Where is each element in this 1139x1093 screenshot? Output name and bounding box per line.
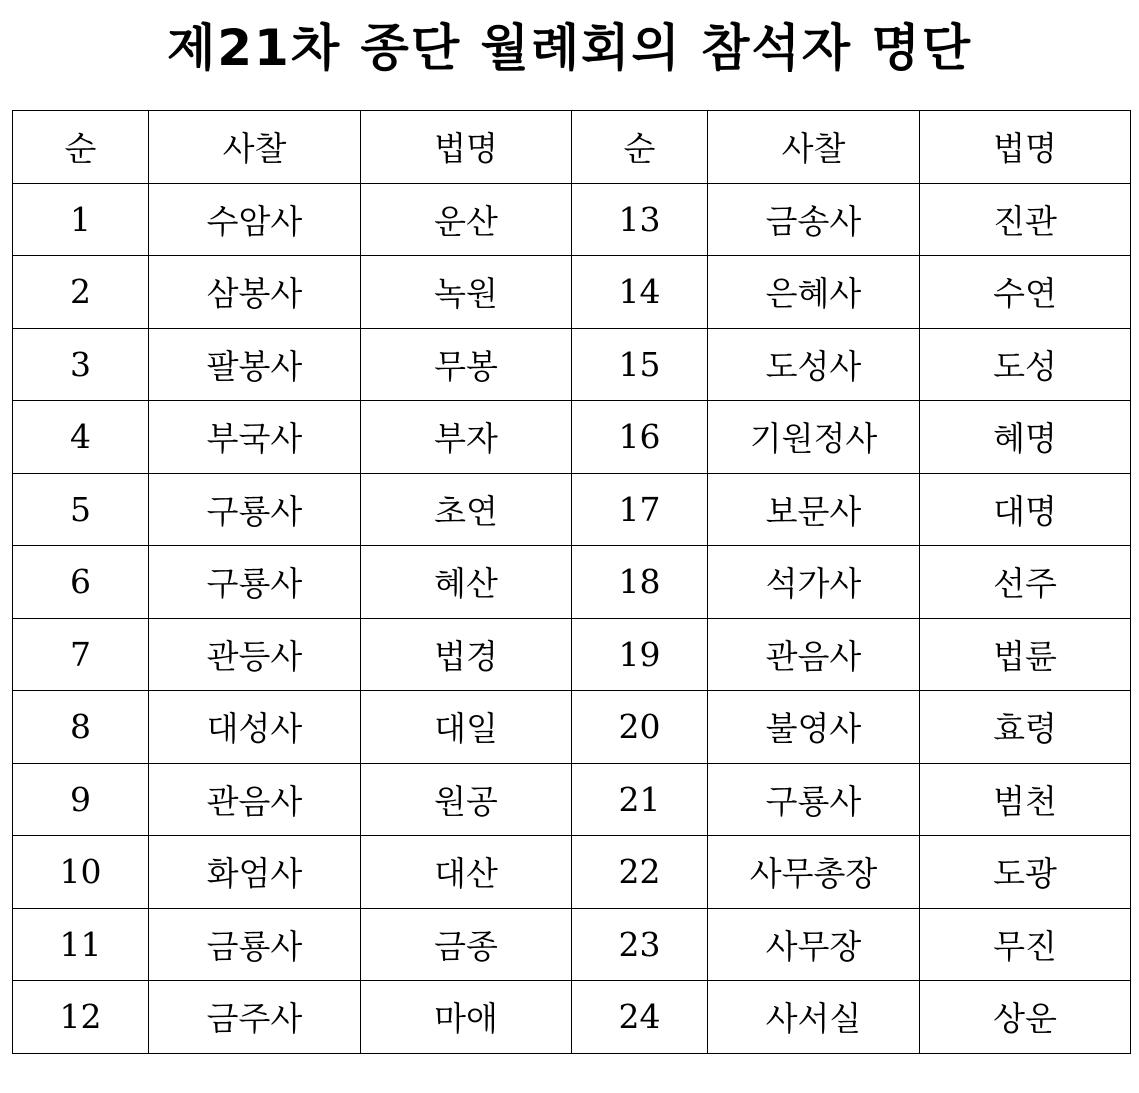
dharma-name-cell: 녹원 [361, 256, 572, 329]
dharma-name-cell: 마애 [361, 981, 572, 1054]
number-cell: 4 [13, 401, 149, 474]
temple-cell: 도성사 [708, 328, 920, 401]
dharma-name-cell: 초연 [361, 473, 572, 546]
temple-cell: 보문사 [708, 473, 920, 546]
number-cell: 17 [572, 473, 708, 546]
temple-cell: 불영사 [708, 691, 920, 764]
dharma-name-cell: 법경 [361, 618, 572, 691]
dharma-name-cell: 원공 [361, 763, 572, 836]
number-cell: 3 [13, 328, 149, 401]
table-row [13, 401, 1131, 474]
table-row [13, 981, 1131, 1054]
dharma-name-cell: 운산 [361, 183, 572, 256]
number-cell: 12 [13, 981, 149, 1054]
page-title: 제21차 종단 월례회의 참석자 명단 [166, 19, 973, 77]
temple-cell: 구룡사 [149, 546, 361, 619]
temple-cell: 삼봉사 [149, 256, 361, 329]
dharma-name-cell: 혜산 [361, 546, 572, 619]
temple-cell: 사무장 [708, 908, 920, 981]
number-cell: 13 [572, 183, 708, 256]
number-cell: 24 [572, 981, 708, 1054]
temple-cell: 구룡사 [708, 763, 920, 836]
number-cell: 2 [13, 256, 149, 329]
temple-cell: 금룡사 [149, 908, 361, 981]
dharma-name-cell: 부자 [361, 401, 572, 474]
table-row [13, 691, 1131, 764]
header-number-left: 순 [13, 111, 149, 184]
temple-cell: 기원정사 [708, 401, 920, 474]
header-temple-left: 사찰 [149, 111, 361, 184]
table-row [13, 618, 1131, 691]
number-cell: 6 [13, 546, 149, 619]
header-number-right: 순 [572, 111, 708, 184]
number-cell: 9 [13, 763, 149, 836]
dharma-name-cell: 금종 [361, 908, 572, 981]
number-cell: 21 [572, 763, 708, 836]
number-cell: 8 [13, 691, 149, 764]
table-row [13, 763, 1131, 836]
dharma-name-cell: 대일 [361, 691, 572, 764]
temple-cell: 수암사 [149, 183, 361, 256]
table-body [13, 183, 1131, 1053]
number-cell: 18 [572, 546, 708, 619]
header-dharma-name-right: 법명 [920, 111, 1131, 184]
temple-cell: 관음사 [708, 618, 920, 691]
temple-cell: 금송사 [708, 183, 920, 256]
dharma-name-cell: 법륜 [920, 618, 1131, 691]
header-dharma-name-left: 법명 [361, 111, 572, 184]
dharma-name-cell: 진관 [920, 183, 1131, 256]
header-temple-right: 사찰 [708, 111, 920, 184]
number-cell: 10 [13, 836, 149, 909]
dharma-name-cell: 무진 [920, 908, 1131, 981]
number-cell: 5 [13, 473, 149, 546]
temple-cell: 대성사 [149, 691, 361, 764]
number-cell: 15 [572, 328, 708, 401]
table-row [13, 908, 1131, 981]
table-row [13, 836, 1131, 909]
table-row [13, 328, 1131, 401]
table-row [13, 473, 1131, 546]
dharma-name-cell: 무봉 [361, 328, 572, 401]
dharma-name-cell: 수연 [920, 256, 1131, 329]
dharma-name-cell: 상운 [920, 981, 1131, 1054]
number-cell: 1 [13, 183, 149, 256]
number-cell: 23 [572, 908, 708, 981]
number-cell: 14 [572, 256, 708, 329]
number-cell: 16 [572, 401, 708, 474]
table-row [13, 546, 1131, 619]
temple-cell: 부국사 [149, 401, 361, 474]
dharma-name-cell: 혜명 [920, 401, 1131, 474]
temple-cell: 화엄사 [149, 836, 361, 909]
temple-cell: 사무총장 [708, 836, 920, 909]
table-header-row [13, 111, 1131, 184]
dharma-name-cell: 범천 [920, 763, 1131, 836]
number-cell: 7 [13, 618, 149, 691]
dharma-name-cell: 대산 [361, 836, 572, 909]
number-cell: 20 [572, 691, 708, 764]
temple-cell: 금주사 [149, 981, 361, 1054]
temple-cell: 관등사 [149, 618, 361, 691]
temple-cell: 사서실 [708, 981, 920, 1054]
dharma-name-cell: 도성 [920, 328, 1131, 401]
dharma-name-cell: 선주 [920, 546, 1131, 619]
attendee-table [12, 110, 1131, 1054]
dharma-name-cell: 도광 [920, 836, 1131, 909]
number-cell: 22 [572, 836, 708, 909]
temple-cell: 구룡사 [149, 473, 361, 546]
dharma-name-cell: 효령 [920, 691, 1131, 764]
temple-cell: 은혜사 [708, 256, 920, 329]
table-row [13, 183, 1131, 256]
number-cell: 11 [13, 908, 149, 981]
temple-cell: 팔봉사 [149, 328, 361, 401]
table-row [13, 256, 1131, 329]
temple-cell: 석가사 [708, 546, 920, 619]
number-cell: 19 [572, 618, 708, 691]
dharma-name-cell: 대명 [920, 473, 1131, 546]
temple-cell: 관음사 [149, 763, 361, 836]
